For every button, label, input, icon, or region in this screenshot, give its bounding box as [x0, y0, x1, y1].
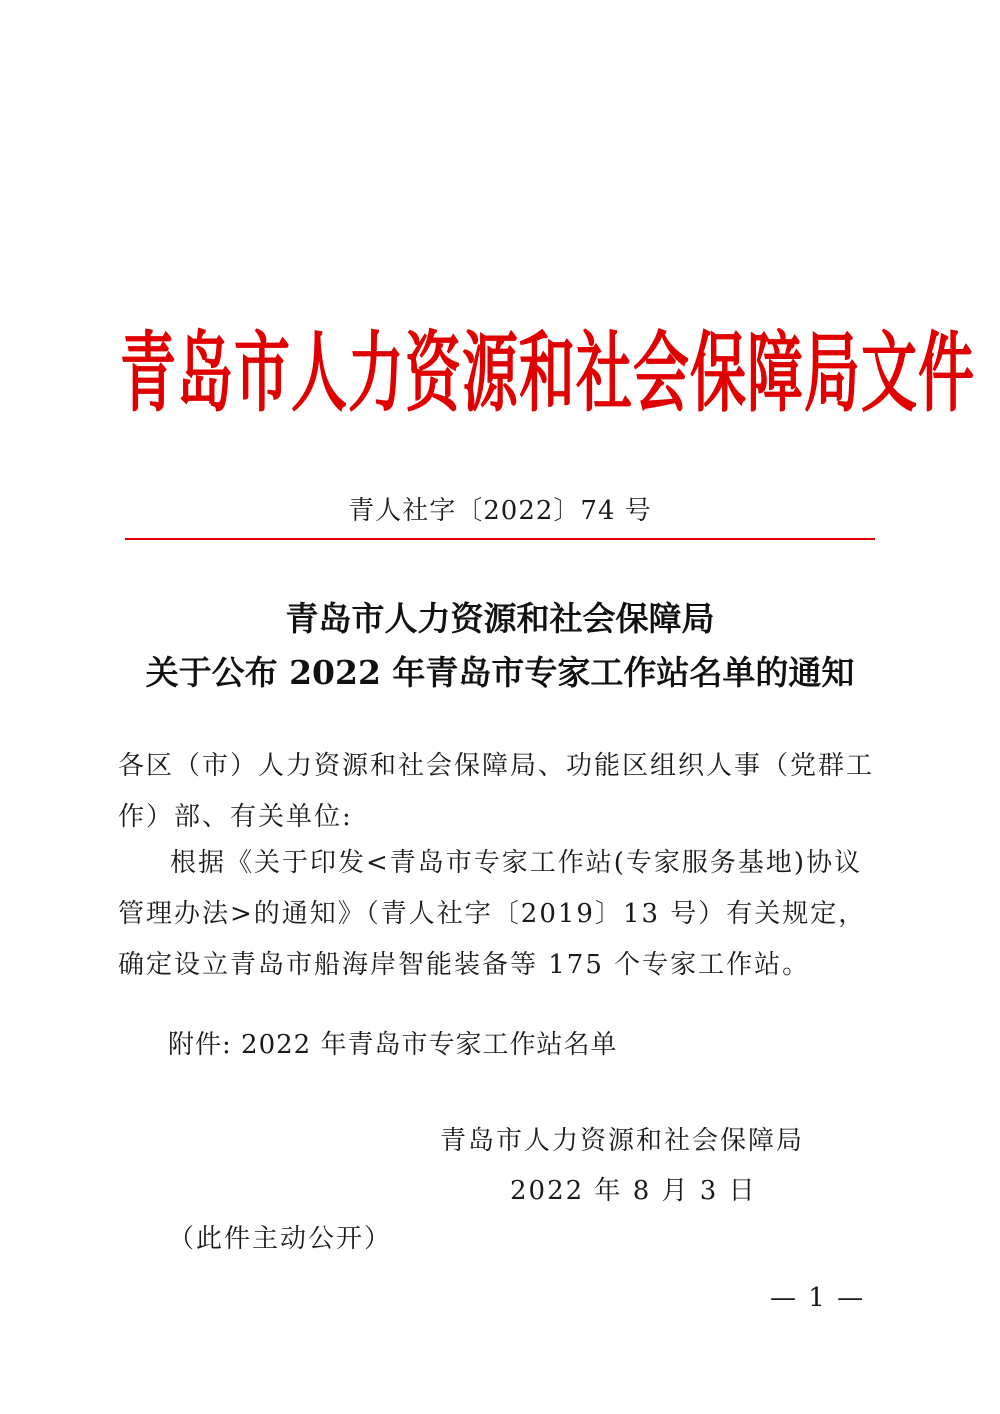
- red-separator-line: [125, 538, 875, 540]
- body-paragraph: 根据《关于印发<青岛市专家工作站(专家服务基地)协议管理办法>的通知》（青人社字〔2019〕13 号）有关规定，确定设立青岛市船海岸智能装备等 175 个专家工作站。: [118, 848, 867, 980]
- addressee: 各区（市）人力资源和社会保障局、功能区组织人事（党群工作）部、有关单位:: [118, 751, 875, 832]
- notice-title: [0, 592, 1000, 700]
- issuer-banner: 青岛市人力资源和社会保障局文件: [120, 322, 975, 425]
- attachment-line: 附件: 2022 年青岛市专家工作站名单: [168, 1030, 618, 1060]
- signature-issuer: 青岛市人力资源和社会保障局: [440, 1126, 805, 1156]
- notice-title-line-2: 关于公布 2022 年青岛市专家工作站名单的通知: [145, 653, 855, 692]
- notice-title-line-1: 青岛市人力资源和社会保障局: [285, 599, 715, 638]
- page-number: — 1 —: [770, 1283, 866, 1313]
- signature-date: 2022 年 8 月 3 日: [510, 1176, 757, 1206]
- document-number: 青人社字〔2022〕74 号: [348, 496, 652, 526]
- disclosure-note: （此件主动公开）: [168, 1224, 393, 1254]
